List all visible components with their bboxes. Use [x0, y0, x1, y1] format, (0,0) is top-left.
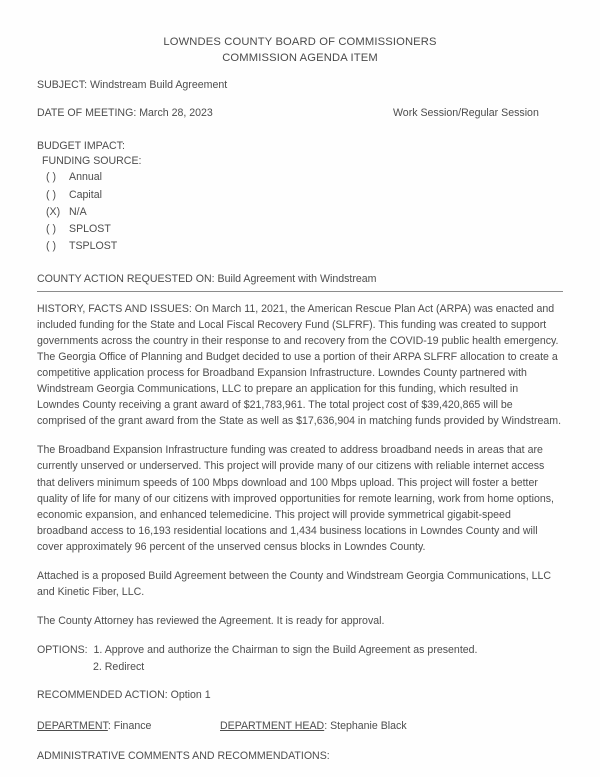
funding-option-splost[interactable]: [37, 221, 563, 238]
page-title-line2: COMMISSION AGENDA ITEM: [222, 52, 378, 64]
department-head-label: DEPARTMENT HEAD: [220, 720, 325, 733]
funding-option-label: Annual: [69, 171, 102, 184]
date-of-meeting-line: DATE OF MEETING: March 28, 2023: [37, 107, 213, 120]
funding-source-label: FUNDING SOURCE:: [42, 155, 142, 168]
checkbox-capital[interactable]: ( ): [46, 188, 56, 201]
department-label: DEPARTMENT: [37, 720, 108, 733]
spacer: [37, 732, 563, 749]
funding-option-label: Capital: [69, 188, 102, 201]
county-attorney-paragraph: The County Attorney has reviewed the Agreement. It is ready for approval.: [37, 615, 385, 628]
options-block: [37, 642, 563, 675]
funding-option-na[interactable]: [37, 204, 563, 221]
funding-source-options: [37, 169, 563, 255]
funding-option-tsplost[interactable]: [37, 238, 563, 255]
attachment-paragraph: Attached is a proposed Build Agreement between the County and Windstream Georgia Communications, LLC and Kinetic Fiber, LLC.: [37, 569, 552, 599]
spacer: [37, 600, 563, 613]
checkbox-tsplost[interactable]: ( ): [46, 240, 56, 253]
department-head-group: [220, 720, 407, 732]
spacer: [37, 122, 563, 139]
options-row-1: [37, 642, 563, 658]
funding-option-label: N/A: [69, 205, 87, 218]
checkbox-annual[interactable]: ( ): [46, 171, 56, 184]
spacer: [37, 93, 563, 106]
option-2-text: 2. Redirect: [93, 660, 145, 673]
checkbox-na-checked[interactable]: (X): [46, 205, 61, 218]
funding-option-annual[interactable]: [37, 169, 563, 186]
document-body: [37, 78, 563, 765]
spacer: [37, 703, 563, 720]
funding-option-capital[interactable]: [37, 187, 563, 204]
spacer: [37, 675, 563, 688]
option-1-text: 1. Approve and authorize the Chairman to sign the Build Agreement as presented.: [93, 644, 478, 657]
history-facts-issues-paragraph: HISTORY, FACTS AND ISSUES: On March 11, 2021, the American Rescue Plan Act (ARPA) was enacted and included funding for the State and Local Fiscal Recovery Fund (SLFRF). This funding was created to support governments across the country in their response to and recovery from the COVID-19 public health emergency. The Georgia Office of Planning and Budget decided to use a portion of their ARPA SLFRF allocation to create a competitive application process for Broadband Expansion Infrastructure. Lowndes County partnered with Windstream Georgia Communications, LLC to prepare an application for this funding, which resulted in Lowndes County receiving a grant award of $21,783,961. The total project cost of $39,420,865 will be comprised of the grant award from the State as well as $17,636,904 in matching funds provided by Windstream.: [37, 302, 562, 428]
county-action-line: COUNTY ACTION REQUESTED ON: Build Agreement with Windstream: [37, 273, 377, 286]
department-head-value: : Stephanie Black: [324, 720, 407, 733]
session-note: Work Session/Regular Session: [393, 107, 539, 120]
spacer: [37, 555, 563, 568]
funding-option-label: SPLOST: [69, 222, 111, 235]
spacer: [37, 255, 563, 272]
department-row: [37, 720, 563, 732]
subject-line: SUBJECT: Windstream Build Agreement: [37, 79, 228, 91]
page-title-line1: LOWNDES COUNTY BOARD OF COMMISSIONERS: [163, 36, 437, 48]
spacer: [37, 292, 563, 301]
meeting-date-row: [37, 106, 563, 121]
administrative-comments-heading: ADMINISTRATIVE COMMENTS AND RECOMMENDATIONS:: [37, 750, 330, 763]
spacer: [37, 429, 563, 442]
budget-impact-label: BUDGET IMPACT:: [37, 139, 125, 152]
recommended-action-line: RECOMMENDED ACTION: Option 1: [37, 689, 211, 702]
spacer: [37, 629, 563, 642]
checkbox-splost[interactable]: ( ): [46, 222, 56, 235]
options-label: OPTIONS:: [37, 644, 88, 657]
funding-option-label: TSPLOST: [69, 240, 118, 253]
department-value: : Finance: [107, 720, 152, 733]
broadband-expansion-paragraph: The Broadband Expansion Infrastructure funding was created to address broadband needs in areas that are currently unserved or underserved. This project will provide many of our citizens with reliable internet access that delivers minimum speeds of 100 Mbps download and 100 Mbps upload. This project will foster a better quality of life for many of our citizens with improved opportunities for remote learning, work from home options, economic expansion, and enhanced telemedicine. This project will provide symmetrical gigabit-speed broadband access to 16,193 residential locations and 1,434 business locations in Lowndes County and will cover approximately 96 percent of the unserved census blocks in Lowndes County.: [37, 444, 554, 553]
document-header: [0, 36, 600, 64]
